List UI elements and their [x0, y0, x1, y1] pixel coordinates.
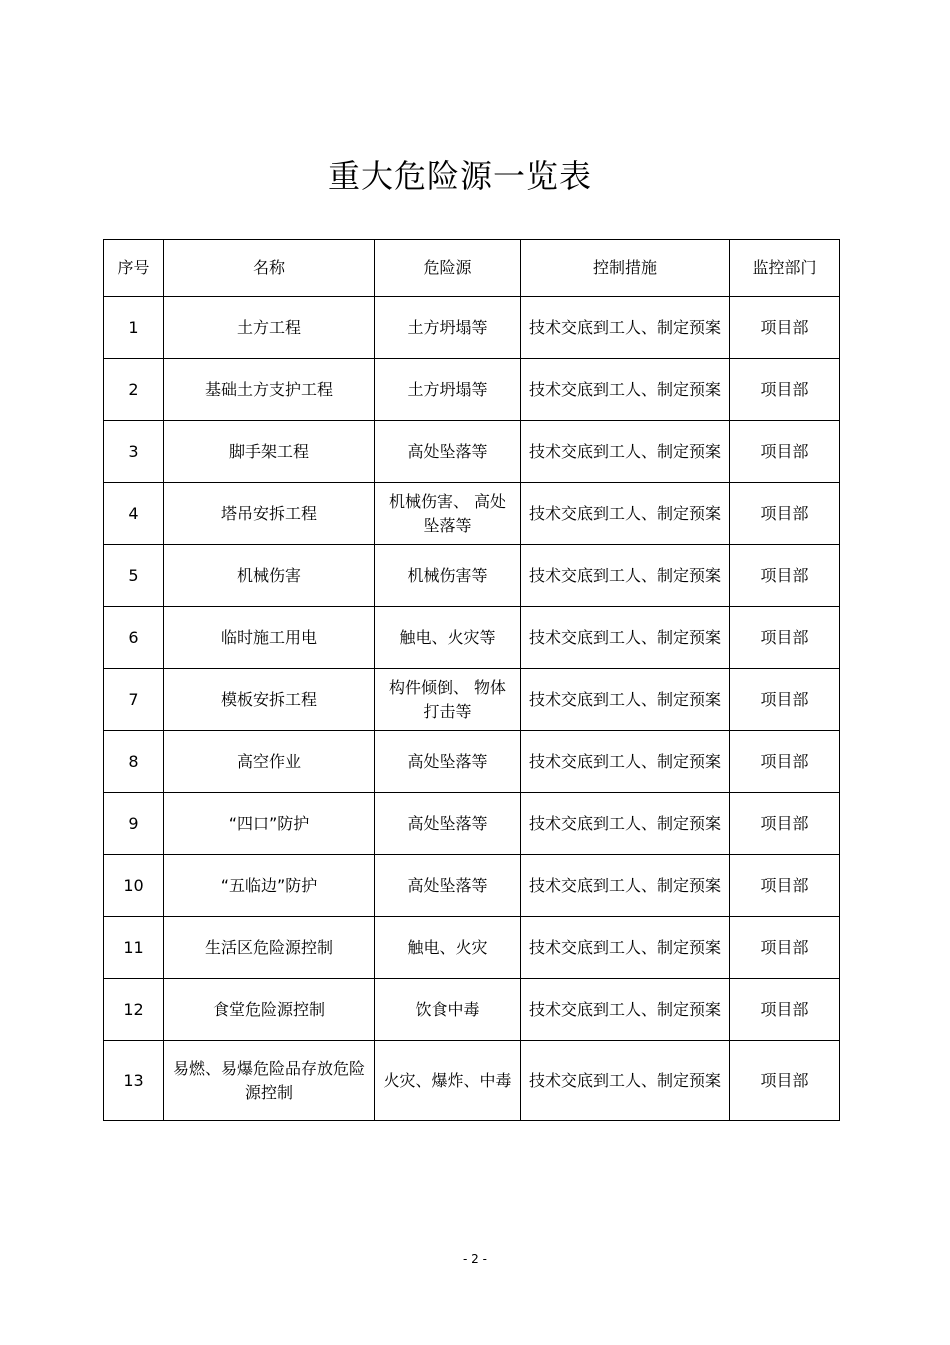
cell-no: 2 — [104, 359, 164, 421]
table-row — [104, 545, 840, 607]
cell-measure: 技术交底到工人、制定预案 — [521, 483, 730, 545]
cell-no: 4 — [104, 483, 164, 545]
cell-hazard: 土方坍塌等 — [375, 297, 521, 359]
table-row — [104, 731, 840, 793]
cell-dept: 项目部 — [730, 669, 840, 731]
table-header-row — [104, 240, 840, 297]
header-hazard: 危险源 — [375, 240, 521, 297]
cell-dept: 项目部 — [730, 545, 840, 607]
cell-no: 1 — [104, 297, 164, 359]
cell-dept: 项目部 — [730, 421, 840, 483]
cell-hazard: 饮食中毒 — [375, 979, 521, 1041]
cell-no: 3 — [104, 421, 164, 483]
table-row — [104, 1041, 840, 1121]
cell-dept: 项目部 — [730, 917, 840, 979]
cell-name: 基础土方支护工程 — [164, 359, 375, 421]
cell-no: 7 — [104, 669, 164, 731]
cell-measure: 技术交底到工人、制定预案 — [521, 979, 730, 1041]
cell-hazard: 高处坠落等 — [375, 421, 521, 483]
hazard-table — [103, 239, 840, 1121]
table-row — [104, 917, 840, 979]
cell-name: 塔吊安拆工程 — [164, 483, 375, 545]
cell-dept: 项目部 — [730, 607, 840, 669]
header-measure: 控制措施 — [521, 240, 730, 297]
cell-hazard: 触电、火灾等 — [375, 607, 521, 669]
cell-dept: 项目部 — [730, 1041, 840, 1121]
cell-name: 生活区危险源控制 — [164, 917, 375, 979]
cell-no: 12 — [104, 979, 164, 1041]
header-name: 名称 — [164, 240, 375, 297]
cell-no: 6 — [104, 607, 164, 669]
cell-name: 脚手架工程 — [164, 421, 375, 483]
table-row — [104, 359, 840, 421]
cell-hazard: 火灾、爆炸、中毒 — [375, 1041, 521, 1121]
cell-name: 土方工程 — [164, 297, 375, 359]
cell-measure: 技术交底到工人、制定预案 — [521, 359, 730, 421]
cell-hazard: 构件倾倒、 物体打击等 — [375, 669, 521, 731]
cell-name: 机械伤害 — [164, 545, 375, 607]
cell-dept: 项目部 — [730, 793, 840, 855]
cell-measure: 技术交底到工人、制定预案 — [521, 669, 730, 731]
cell-no: 13 — [104, 1041, 164, 1121]
cell-hazard: 高处坠落等 — [375, 731, 521, 793]
table-row — [104, 421, 840, 483]
table-row — [104, 979, 840, 1041]
table-row — [104, 793, 840, 855]
header-dept: 监控部门 — [730, 240, 840, 297]
cell-no: 8 — [104, 731, 164, 793]
cell-measure: 技术交底到工人、制定预案 — [521, 421, 730, 483]
page-title: 重大危险源一览表 — [327, 157, 592, 195]
cell-measure: 技术交底到工人、制定预案 — [521, 793, 730, 855]
cell-hazard: 触电、火灾 — [375, 917, 521, 979]
cell-name: 临时施工用电 — [164, 607, 375, 669]
cell-hazard: 机械伤害等 — [375, 545, 521, 607]
cell-dept: 项目部 — [730, 359, 840, 421]
cell-measure: 技术交底到工人、制定预案 — [521, 545, 730, 607]
cell-no: 9 — [104, 793, 164, 855]
cell-name: 高空作业 — [164, 731, 375, 793]
cell-dept: 项目部 — [730, 979, 840, 1041]
cell-dept: 项目部 — [730, 297, 840, 359]
cell-measure: 技术交底到工人、制定预案 — [521, 855, 730, 917]
table-row — [104, 855, 840, 917]
cell-no: 5 — [104, 545, 164, 607]
cell-hazard: 机械伤害、 高处坠落等 — [375, 483, 521, 545]
cell-dept: 项目部 — [730, 731, 840, 793]
cell-measure: 技术交底到工人、制定预案 — [521, 297, 730, 359]
table-row — [104, 669, 840, 731]
cell-measure: 技术交底到工人、制定预案 — [521, 731, 730, 793]
table-row — [104, 607, 840, 669]
cell-dept: 项目部 — [730, 483, 840, 545]
cell-dept: 项目部 — [730, 855, 840, 917]
header-no: 序号 — [104, 240, 164, 297]
cell-name: “五临边”防护 — [164, 855, 375, 917]
table-row — [104, 483, 840, 545]
cell-measure: 技术交底到工人、制定预案 — [521, 607, 730, 669]
cell-name: “四口”防护 — [164, 793, 375, 855]
cell-hazard: 土方坍塌等 — [375, 359, 521, 421]
cell-name: 易燃、易爆危险品存放危险源控制 — [164, 1041, 375, 1121]
cell-hazard: 高处坠落等 — [375, 855, 521, 917]
table-row — [104, 297, 840, 359]
cell-no: 10 — [104, 855, 164, 917]
cell-name: 模板安拆工程 — [164, 669, 375, 731]
cell-measure: 技术交底到工人、制定预案 — [521, 917, 730, 979]
cell-hazard: 高处坠落等 — [375, 793, 521, 855]
cell-no: 11 — [104, 917, 164, 979]
cell-name: 食堂危险源控制 — [164, 979, 375, 1041]
page-number: - 2 - — [463, 1252, 487, 1266]
cell-measure: 技术交底到工人、制定预案 — [521, 1041, 730, 1121]
